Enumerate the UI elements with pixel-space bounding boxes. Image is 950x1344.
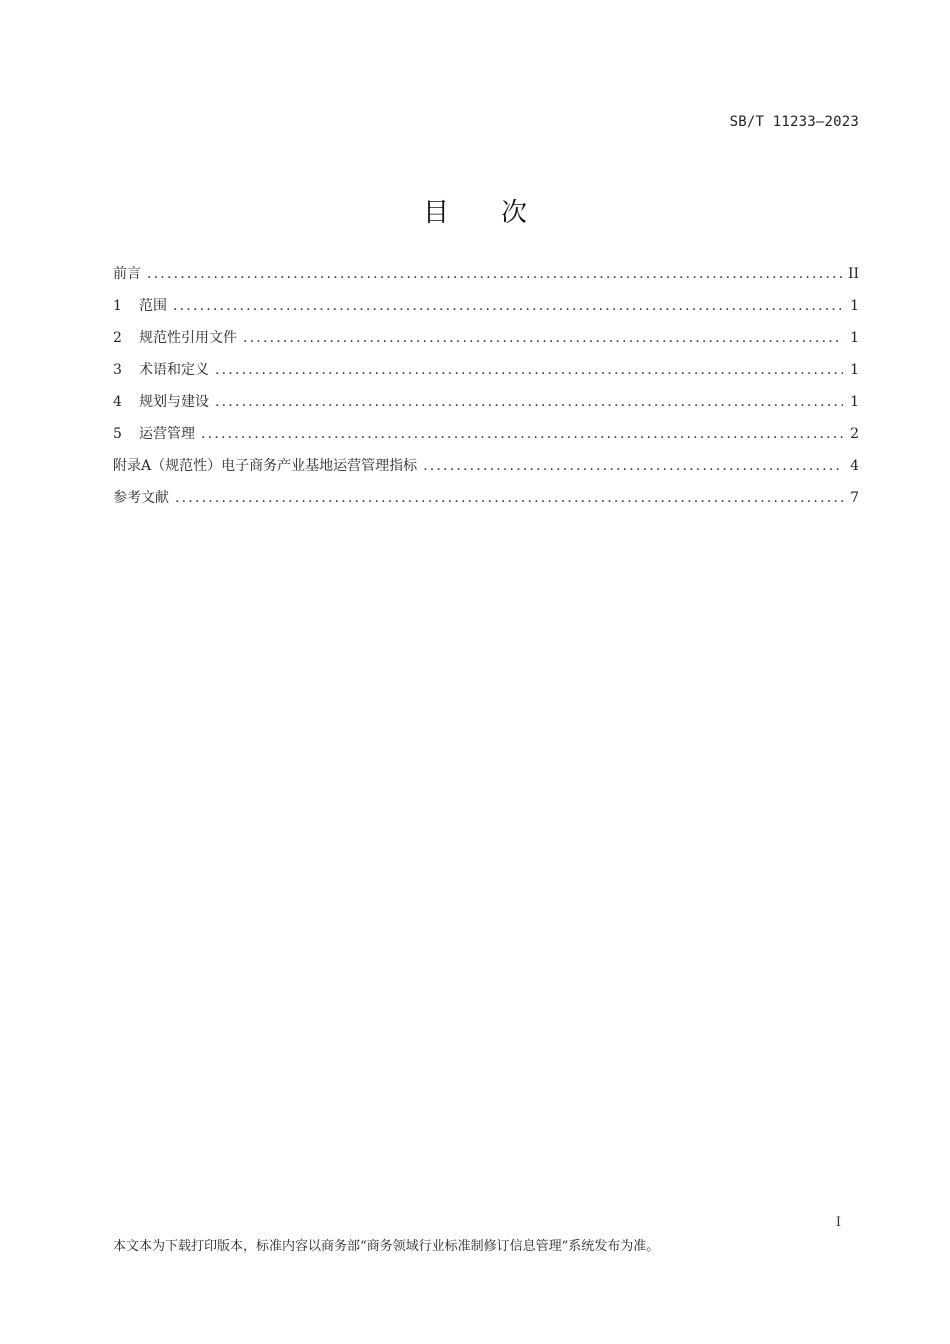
- toc-entry-label: 2 规范性引用文件: [113, 322, 237, 354]
- toc-leader-dots: [243, 322, 843, 354]
- toc-entry-page: II: [847, 266, 859, 282]
- toc-entry-appendix-a[interactable]: [113, 450, 859, 482]
- toc-leader-dots: [173, 290, 843, 322]
- toc-entry-number: 1: [113, 298, 122, 314]
- toc-entry-foreword[interactable]: [113, 258, 859, 290]
- toc-entry-scope[interactable]: [113, 290, 859, 322]
- toc-entry-label: 3 术语和定义: [113, 354, 209, 386]
- toc-entry-page: 1: [850, 298, 859, 314]
- toc-entry-page: 2: [850, 426, 859, 442]
- toc-leader-dots: [147, 258, 842, 290]
- toc-entry-page: 1: [850, 330, 859, 346]
- footer-note: 本文本为下载打印版本，标准内容以商务部“商务领域行业标准制修订信息管理”系统发布为准。: [113, 1239, 660, 1254]
- toc-leader-dots: [201, 418, 843, 450]
- toc-title: 目次: [422, 198, 579, 228]
- standard-code: SB/T 11233—2023: [729, 114, 859, 130]
- toc-leader-dots: [215, 386, 843, 418]
- toc-entry-normative-references[interactable]: [113, 322, 859, 354]
- toc-entry-number: 4: [113, 394, 122, 410]
- toc-entry-planning-construction[interactable]: [113, 386, 859, 418]
- toc-entry-label: 4 规划与建设: [113, 386, 209, 418]
- toc-entry-page: 4: [850, 458, 859, 474]
- toc-entry-label: 前言: [113, 266, 141, 282]
- toc-entry-operations-management[interactable]: [113, 418, 859, 450]
- toc-entry-bibliography[interactable]: [113, 482, 859, 514]
- toc-entry-label: 1 范围: [113, 290, 167, 322]
- toc-entry-number: 2: [113, 330, 122, 346]
- toc-entry-label: 附录A（规范性）电子商务产业基地运营管理指标: [113, 458, 418, 474]
- toc-entry-label: 5 运营管理: [113, 418, 195, 450]
- toc-entry-label: 参考文献: [113, 490, 169, 506]
- toc-leader-dots: [175, 482, 843, 514]
- toc-leader-dots: [423, 450, 843, 482]
- toc-entry-page: 1: [850, 362, 859, 378]
- toc-entry-terms-definitions[interactable]: [113, 354, 859, 386]
- toc-entry-number: 3: [113, 362, 122, 378]
- toc-entry-number: 5: [113, 426, 122, 442]
- table-of-contents: [113, 258, 859, 514]
- toc-leader-dots: [215, 354, 843, 386]
- toc-entry-page: 7: [850, 490, 859, 506]
- page-number: I: [835, 1215, 841, 1230]
- toc-entry-page: 1: [850, 394, 859, 410]
